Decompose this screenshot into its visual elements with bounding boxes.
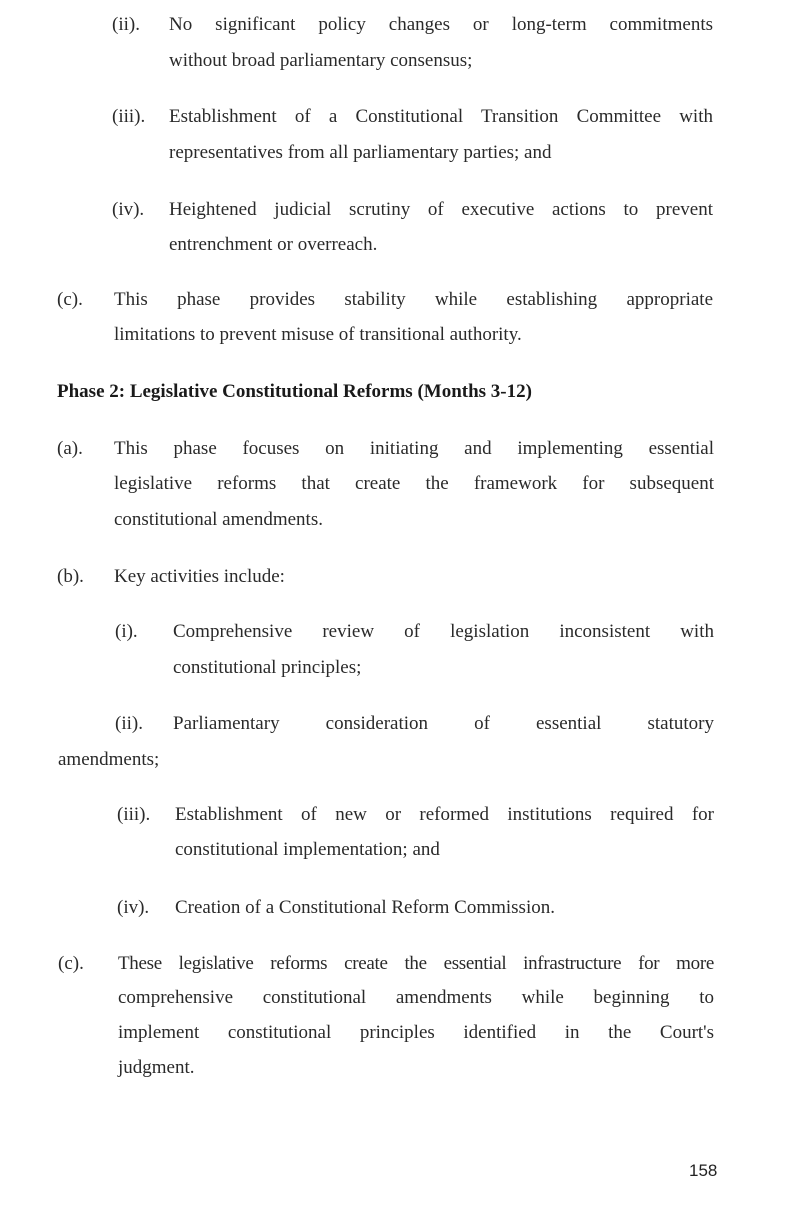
paragraph-text-line: This phase focuses on initiating and implementing essential — [114, 438, 714, 459]
page-number: 158 — [689, 1161, 718, 1180]
item-text-line: Establishment of a Constitutional Transition Committee with — [169, 106, 713, 127]
item-label: (iv). — [117, 897, 150, 918]
paragraph-text-line: judgment. — [118, 1057, 195, 1078]
item-label: (ii). — [115, 713, 143, 734]
paragraph-text-line: These legislative reforms create the essential infrastructure for more — [118, 953, 714, 974]
paragraph-text-line: comprehensive constitutional amendments while beginning to — [118, 987, 714, 1008]
item-text-line: Establishment of new or reformed institutions required for — [175, 804, 714, 825]
item-text-line: constitutional implementation; and — [175, 839, 440, 860]
item-text-line: without broad parliamentary consensus; — [169, 50, 473, 71]
paragraph-text-line: Key activities include: — [114, 566, 285, 587]
paragraph-text-line: legislative reforms that create the framework for subsequent — [114, 473, 714, 494]
item-text-line: Comprehensive review of legislation inconsistent with — [173, 621, 714, 642]
item-label: (iii). — [112, 106, 146, 127]
item-text-line: entrenchment or overreach. — [169, 234, 378, 255]
paragraph-label: (b). — [57, 566, 84, 587]
paragraph-label: (a). — [57, 438, 83, 459]
paragraph-label: (c). — [58, 953, 84, 974]
item-text-line: Heightened judicial scrutiny of executive actions to prevent — [169, 199, 713, 220]
item-label: (ii). — [112, 14, 140, 35]
item-text-line: amendments; — [58, 749, 160, 770]
item-label: (i). — [115, 621, 138, 642]
item-label: (iii). — [117, 804, 151, 825]
item-text-line: representatives from all parliamentary parties; and — [169, 142, 552, 163]
item-text-line: Parliamentary consideration of essential statutory — [173, 713, 714, 734]
paragraph-text-line: implement constitutional principles identified in the Court's — [118, 1022, 714, 1043]
item-label: (iv). — [112, 199, 145, 220]
paragraph-label: (c). — [57, 289, 83, 310]
paragraph-text-line: limitations to prevent misuse of transitional authority. — [114, 324, 522, 345]
paragraph-text-line: constitutional amendments. — [114, 509, 323, 530]
section-heading: Phase 2: Legislative Constitutional Reforms (Months 3-12) — [57, 381, 532, 402]
item-text-line: Creation of a Constitutional Reform Commission. — [175, 897, 555, 918]
item-text-line: constitutional principles; — [173, 657, 362, 678]
item-text-line: No significant policy changes or long-term commitments — [169, 14, 713, 35]
paragraph-text-line: This phase provides stability while establishing appropriate — [114, 289, 713, 310]
